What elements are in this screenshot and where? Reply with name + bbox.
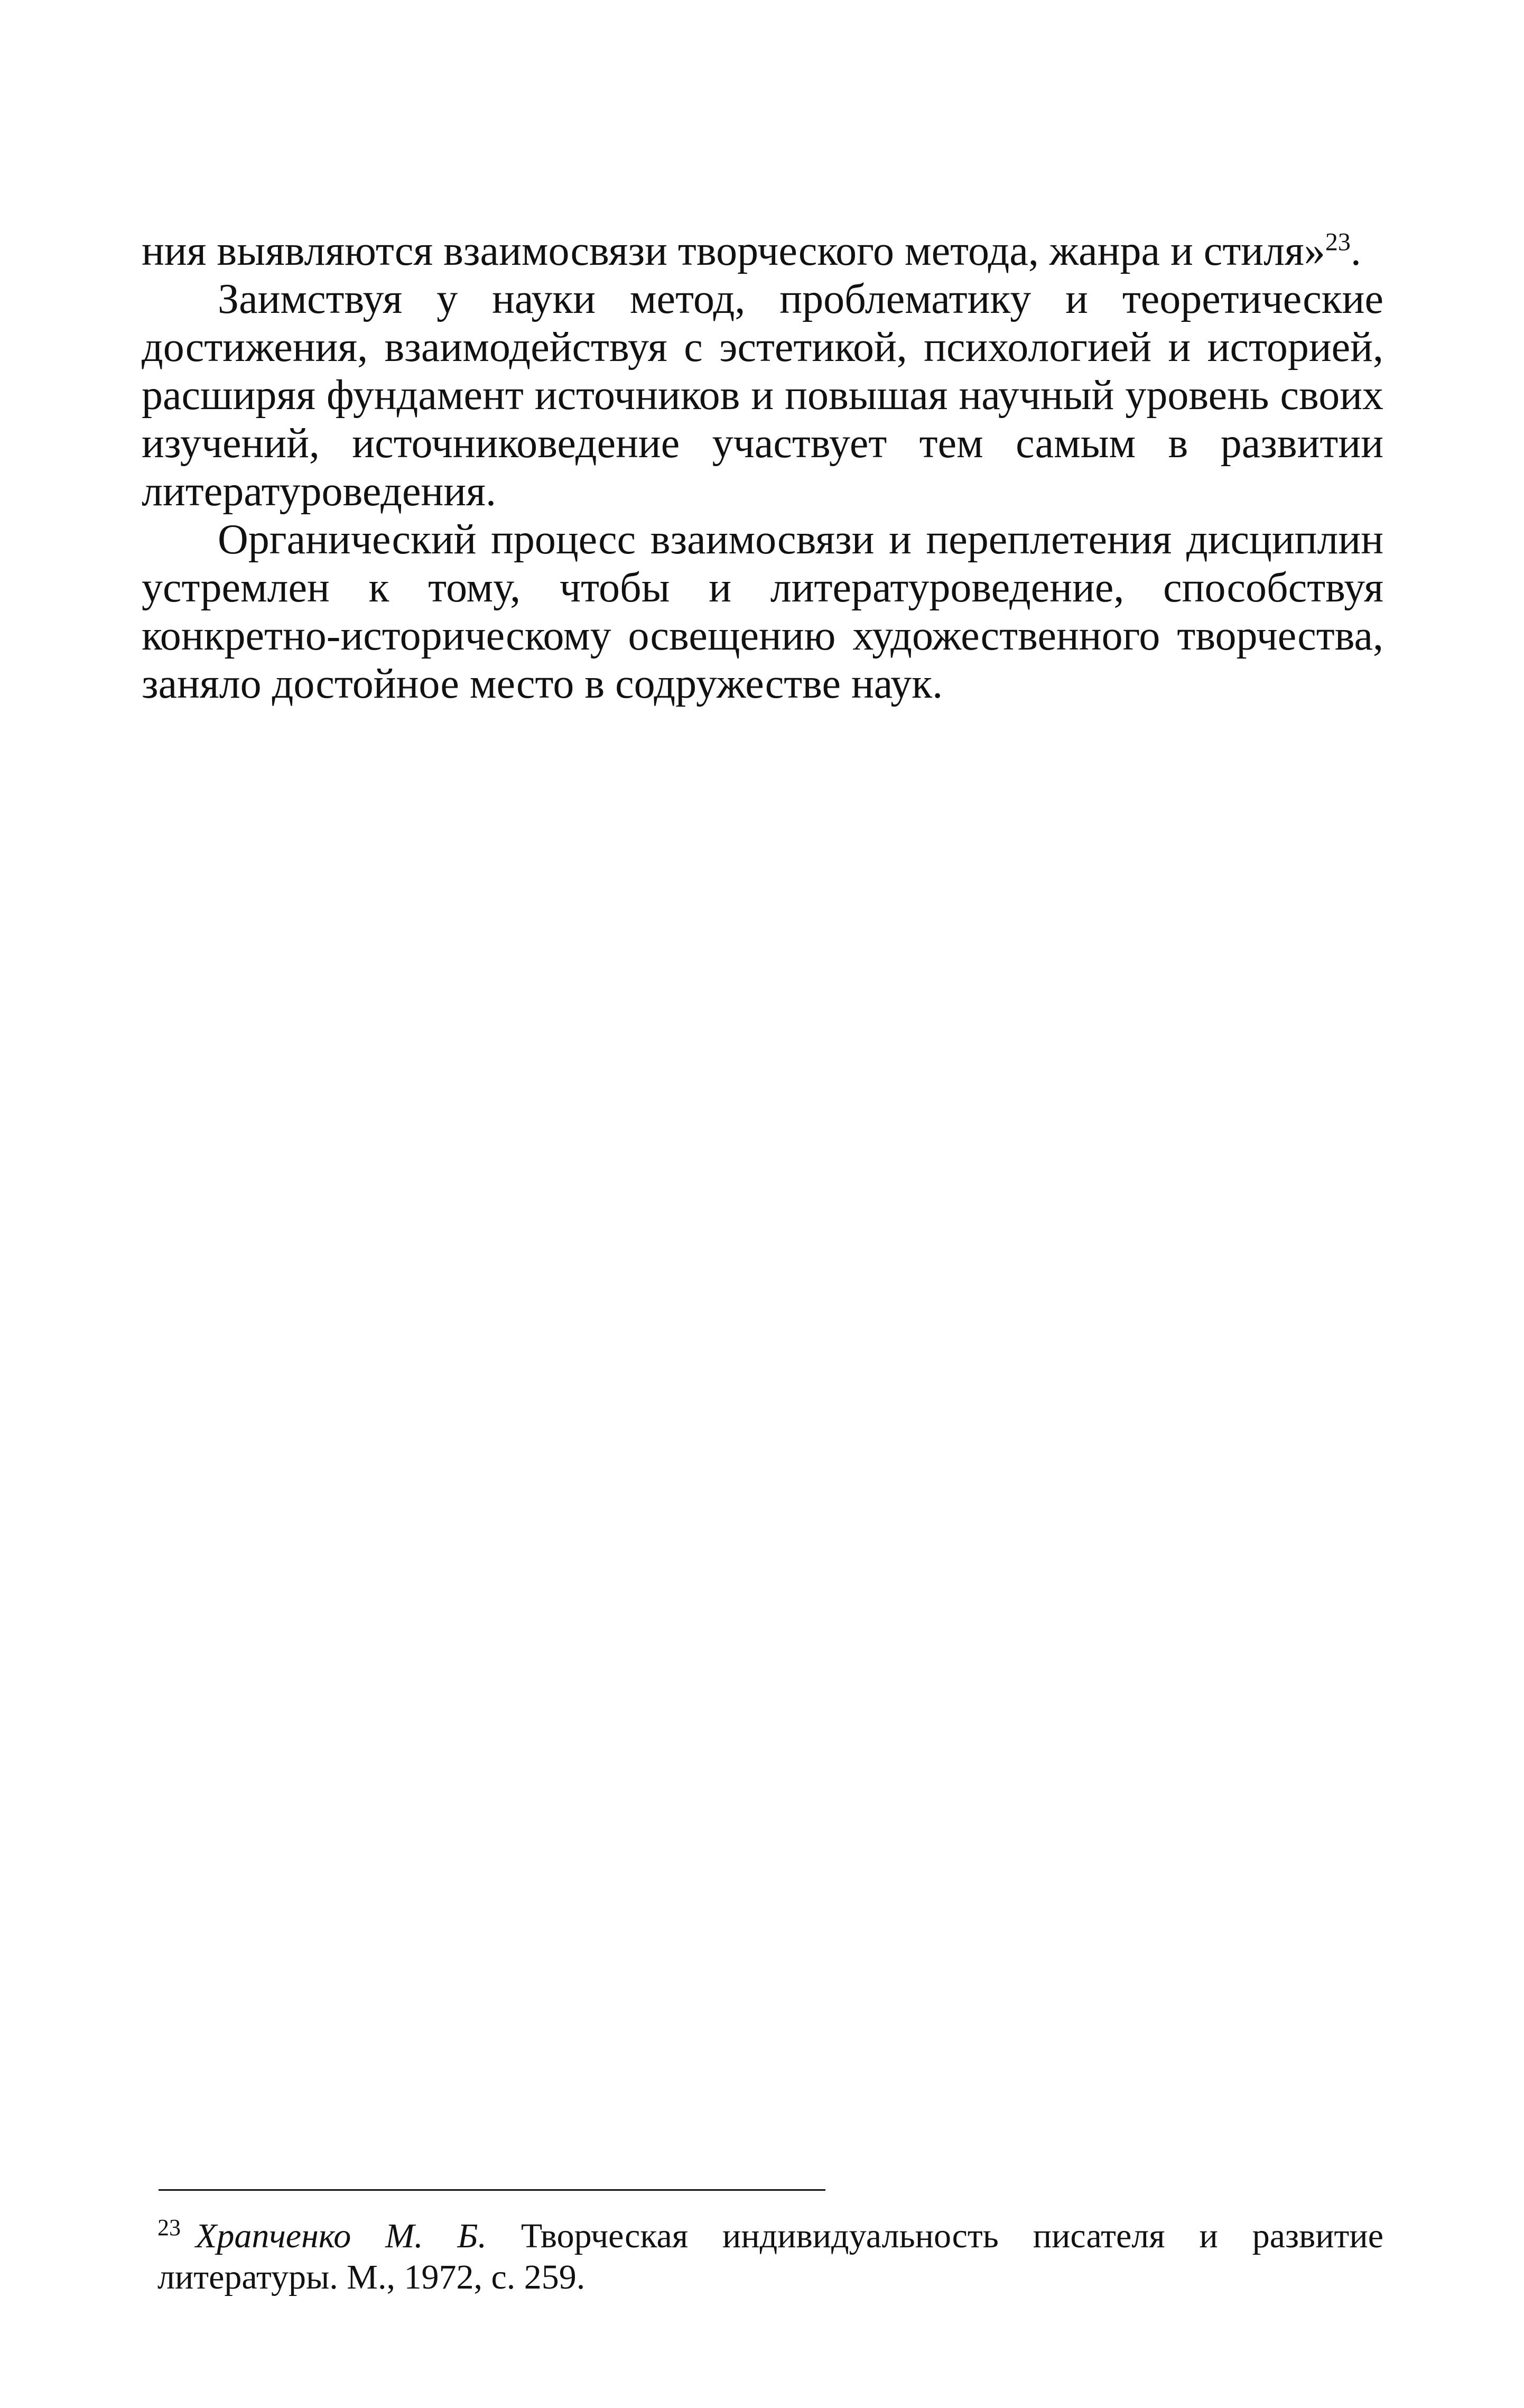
paragraph-1-end: . xyxy=(1350,228,1361,274)
footnote-reference: 23 xyxy=(1325,228,1351,256)
footnote-number: 23 xyxy=(157,2215,181,2240)
footnote-author: Храпченко М. Б. xyxy=(196,2217,487,2255)
footnote-separator xyxy=(159,2189,825,2191)
footnote-text: Творческая индивидуальность писателя и развитие литературы. М., 1972, с. 259. xyxy=(157,2217,1384,2296)
main-text xyxy=(142,227,1383,708)
paragraph-3: Органический процесс взаимосвязи и переплетения дисциплин устремлен к тому, чтобы и литературоведение, способствуя конкретно-историческому освещению художественного творчества, заняло достойное место в содружестве наук. xyxy=(142,516,1383,707)
paragraph-1-text: ния выявляются взаимосвязи творческого метода, жанра и стиля» xyxy=(142,228,1325,274)
footnote xyxy=(157,2216,1383,2298)
paragraph-2: Заимствуя у науки метод, проблематику и теоретические достижения, взаимодействуя с эстетикой, психологией и историей, расширяя фундамент источников и повышая научный уровень своих изучений, источниковедение участвует тем самым в развитии литературоведения. xyxy=(142,276,1383,515)
paragraph-continued xyxy=(142,227,1383,275)
